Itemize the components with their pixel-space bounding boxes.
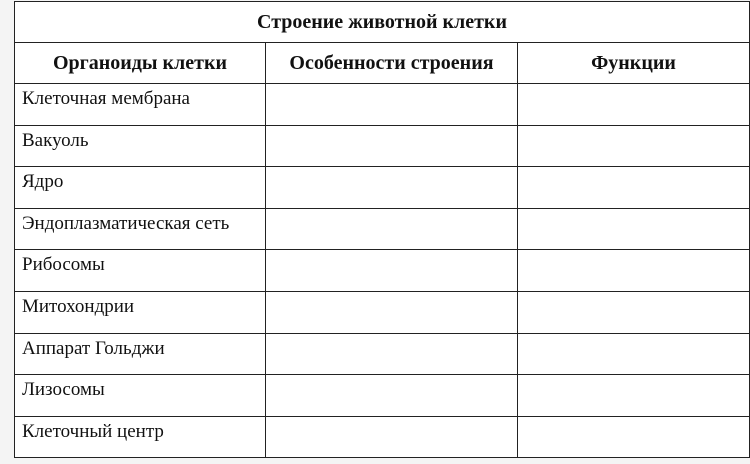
organelle-name: Клеточная мембрана [15,84,266,126]
organelle-name: Митохондрии [15,291,266,333]
table-title: Строение животной клетки [15,2,750,43]
function-cell [518,208,750,250]
table-row [15,84,750,126]
function-cell [518,167,750,209]
column-header-structure: Особенности строения [266,43,518,84]
function-cell [518,84,750,126]
structure-cell [266,84,518,126]
structure-cell [266,375,518,417]
organelle-name: Аппарат Гольджи [15,333,266,375]
table-row [15,208,750,250]
organelle-name: Вакуоль [15,125,266,167]
organelle-name: Ядро [15,167,266,209]
structure-cell [266,208,518,250]
structure-cell [266,291,518,333]
function-cell [518,416,750,458]
structure-cell [266,167,518,209]
table-row [15,125,750,167]
structure-cell [266,125,518,167]
table-row [15,250,750,292]
organelle-name: Рибосомы [15,250,266,292]
column-header-functions: Функции [518,43,750,84]
column-header-organelles: Органоиды клетки [15,43,266,84]
table-row [15,167,750,209]
function-cell [518,250,750,292]
animal-cell-structure-table [14,1,750,458]
function-cell [518,291,750,333]
organelle-name: Клеточный центр [15,416,266,458]
table-row [15,375,750,417]
organelle-name: Эндоплазматическая сеть [15,208,266,250]
function-cell [518,375,750,417]
table-title-row [15,2,750,43]
function-cell [518,125,750,167]
table-row [15,333,750,375]
table-row [15,416,750,458]
structure-cell [266,333,518,375]
organelle-name: Лизосомы [15,375,266,417]
structure-cell [266,416,518,458]
function-cell [518,333,750,375]
structure-cell [266,250,518,292]
table-header-row [15,43,750,84]
table-row [15,291,750,333]
